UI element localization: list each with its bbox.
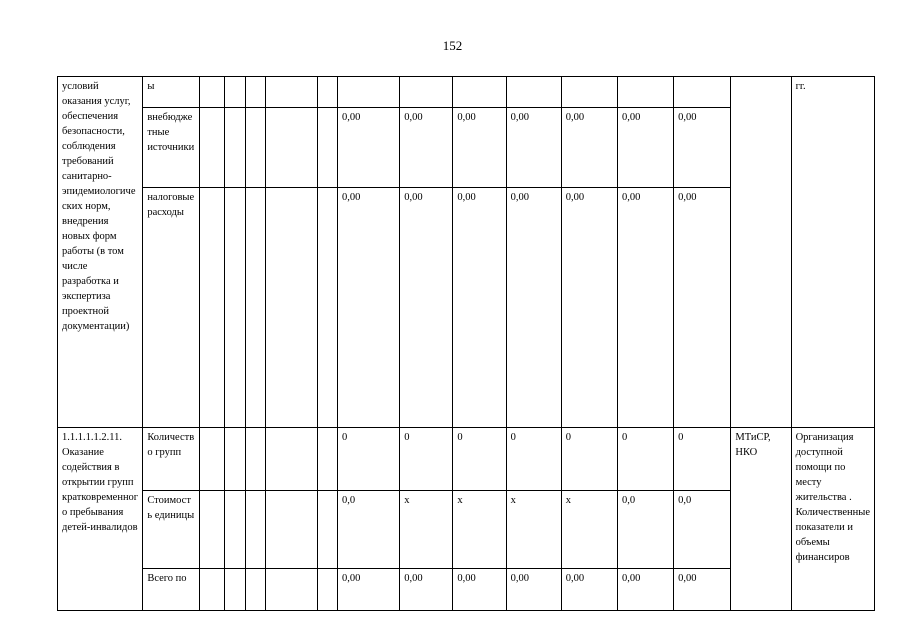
table-row xyxy=(58,428,875,491)
value-cell: 0,00 xyxy=(337,108,399,188)
value-cell: х xyxy=(561,491,617,569)
value-cell xyxy=(561,77,617,108)
value-cell: 0,00 xyxy=(400,569,453,611)
value-cell: 0,00 xyxy=(453,569,506,611)
value-cell: 0,0 xyxy=(337,491,399,569)
source-label: ы xyxy=(143,77,199,108)
value-cell: 0,00 xyxy=(337,188,399,428)
source-label: внебюджетные источники xyxy=(143,108,199,188)
value-cell: 0 xyxy=(617,428,673,491)
value-cell: 0,00 xyxy=(617,569,673,611)
indicator-label: Стоимость единицы xyxy=(143,491,199,569)
result-cell: гг. xyxy=(791,77,874,428)
value-cell: х xyxy=(453,491,506,569)
value-cell: 0,00 xyxy=(506,108,561,188)
value-cell: 0,00 xyxy=(561,188,617,428)
value-cell: 0,00 xyxy=(453,108,506,188)
value-cell: 0,00 xyxy=(674,188,731,428)
value-cell: 0,00 xyxy=(506,188,561,428)
value-cell: 0,00 xyxy=(617,188,673,428)
value-cell: 0,00 xyxy=(400,188,453,428)
value-cell xyxy=(506,77,561,108)
value-cell: х xyxy=(506,491,561,569)
value-cell: 0,00 xyxy=(453,188,506,428)
value-cell: 0,00 xyxy=(674,108,731,188)
value-cell: 0 xyxy=(453,428,506,491)
executor-cell: МТиСР, НКО xyxy=(731,428,791,611)
indicator-label: Количество групп xyxy=(143,428,199,491)
value-cell: 0,0 xyxy=(617,491,673,569)
table-row xyxy=(58,77,875,108)
value-cell: 0,00 xyxy=(561,108,617,188)
value-cell: 0 xyxy=(400,428,453,491)
measure-description: 1.1.1.1.1.2.11. Оказание содействия в открытии групп кратковременного пребывания детей-инвалидов xyxy=(58,428,143,611)
program-table xyxy=(57,76,875,611)
value-cell: 0,00 xyxy=(561,569,617,611)
value-cell: 0,00 xyxy=(337,569,399,611)
value-cell xyxy=(617,77,673,108)
indicator-label: Всего по xyxy=(143,569,199,611)
value-cell: 0 xyxy=(506,428,561,491)
source-label: налоговые расходы xyxy=(143,188,199,428)
value-cell xyxy=(400,77,453,108)
value-cell: 0,00 xyxy=(506,569,561,611)
value-cell: 0 xyxy=(337,428,399,491)
value-cell: х xyxy=(400,491,453,569)
value-cell: 0,0 xyxy=(674,491,731,569)
executor-cell xyxy=(731,77,791,428)
value-cell xyxy=(453,77,506,108)
value-cell xyxy=(674,77,731,108)
result-cell: Организация доступной помощи по месту жительства . Количественные показатели и объемы финансиров xyxy=(791,428,874,611)
value-cell: 0 xyxy=(674,428,731,491)
value-cell: 0,00 xyxy=(400,108,453,188)
value-cell: 0,00 xyxy=(617,108,673,188)
value-cell: 0 xyxy=(561,428,617,491)
value-cell: 0,00 xyxy=(674,569,731,611)
page-number: 152 xyxy=(442,38,463,53)
measure-description: условий оказания услуг, обеспечения безопасности, соблюдения требований санитарно-эпидемиологических норм, внедрения новых форм работы (в том числе разработка и экспертиза проектной документации) xyxy=(58,77,143,428)
value-cell xyxy=(337,77,399,108)
